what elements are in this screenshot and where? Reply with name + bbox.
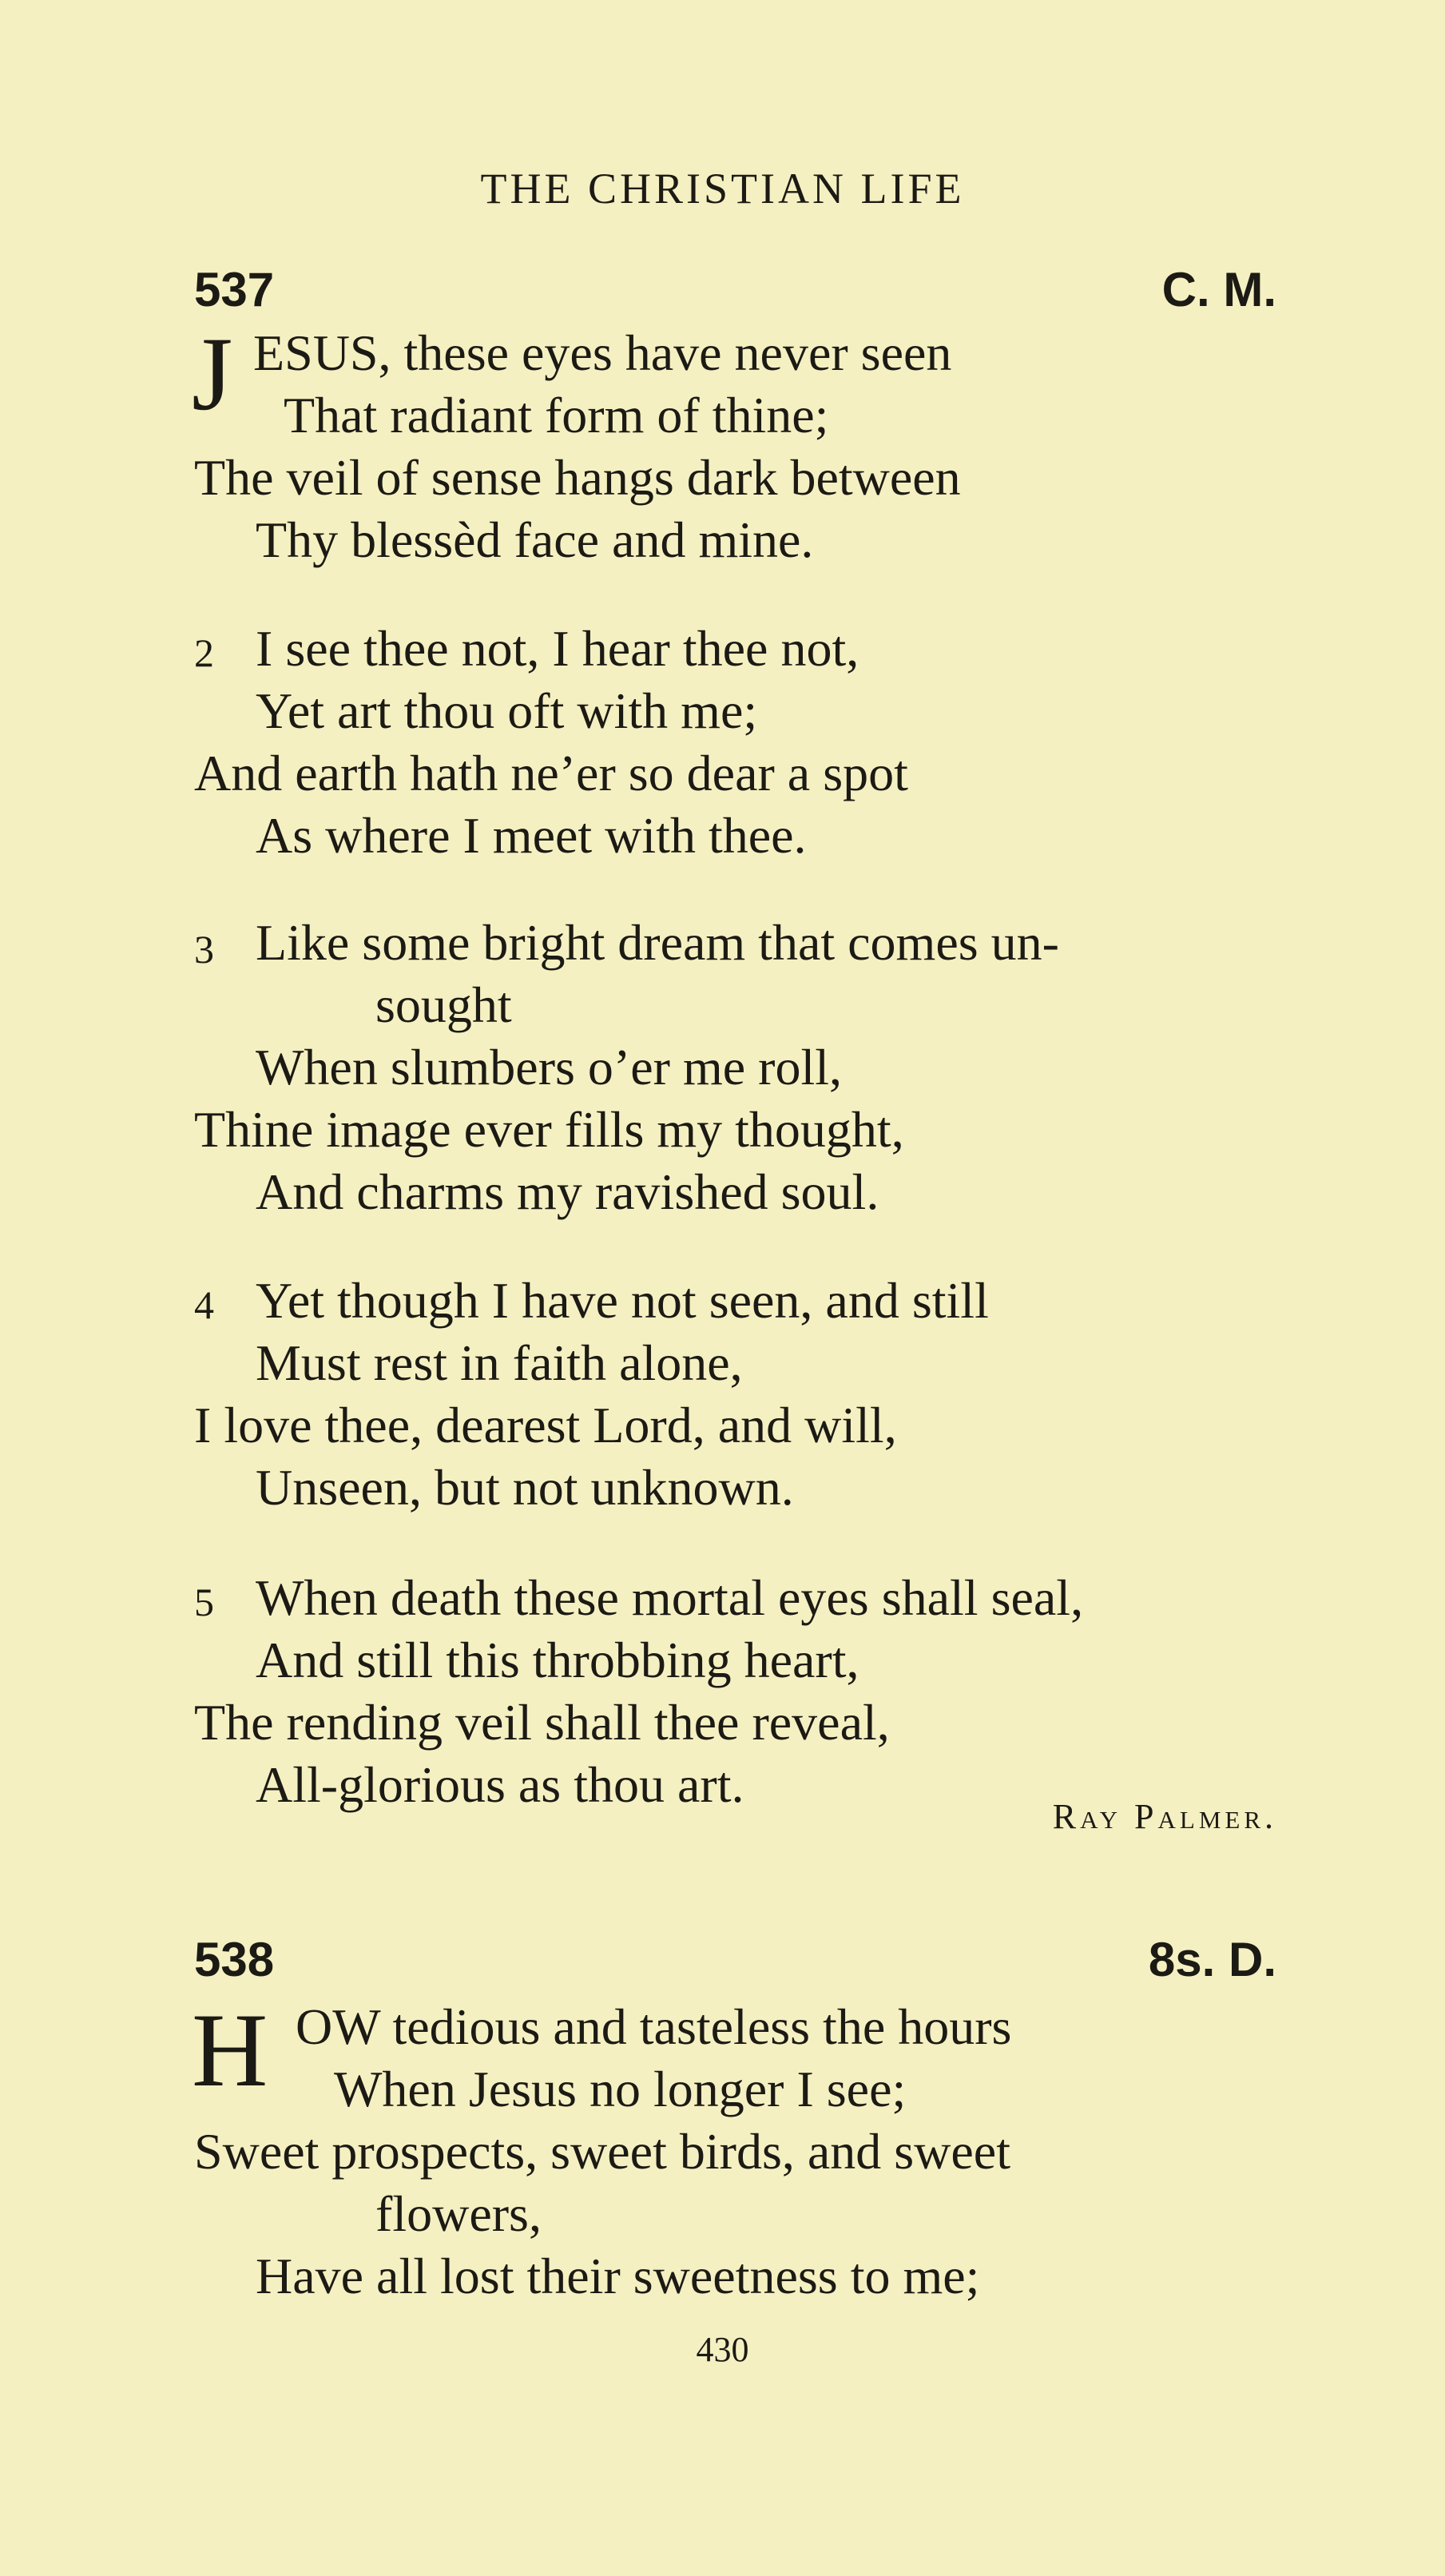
running-head: THE CHRISTIAN LIFE [480,165,965,213]
verse-line: Sweet prospects, sweet birds, and sweet [194,2123,1010,2180]
verse-line: When death these mortal eyes shall seal, [256,1569,1084,1626]
verse-line: The rending veil shall thee reveal, [194,1694,890,1751]
verse-line: I see thee not, I hear thee not, [256,620,859,677]
page-number: 430 [696,2330,749,2369]
verse-line: Have all lost their sweetness to me; [256,2248,980,2304]
verse-line: Yet art thou oft with me; [256,682,758,739]
hymn-meter: 8s. D. [1148,1933,1276,1986]
verse-line: That radiant form of thine; [284,387,829,443]
verse-line: sought [375,976,512,1033]
verse-number: 5 [194,1580,214,1624]
verse-number: 4 [194,1282,214,1327]
verse-line: flowers, [375,2185,542,2242]
verse-line: All-glorious as thou art. [256,1756,744,1813]
drop-cap: J [192,315,233,432]
hymn-number: 538 [194,1933,275,1986]
verse-line: And charms my ravished soul. [256,1163,879,1220]
drop-cap: H [192,1991,268,2109]
verse-line: Unseen, but not unknown. [256,1459,794,1516]
verse-line: When slumbers o’er me roll, [256,1039,842,1095]
verse-line: Yet though I have not seen, and still [256,1272,989,1329]
verse-line: Thine image ever fills my thought, [194,1101,904,1158]
verse-number: 2 [194,630,214,675]
hymn-author: Ray Palmer. [1052,1797,1277,1836]
verse-line: As where I meet with thee. [256,807,807,864]
verse-line: Like some bright dream that comes un- [256,914,1059,971]
verse-line: And still this throbbing heart, [256,1632,859,1688]
verse-line: ESUS, these eyes have never seen [253,324,952,381]
verse-number: 3 [194,927,214,972]
hymn-number: 537 [194,263,275,316]
verse-line: I love thee, dearest Lord, and will, [194,1397,897,1453]
verse-line: Thy blessèd face and mine. [256,511,814,568]
verse-line: OW tedious and tasteless the hours [296,1998,1012,2055]
verse-line: The veil of sense hangs dark between [194,449,961,506]
verse-line: When Jesus no longer I see; [334,2061,907,2117]
hymn-meter: C. M. [1161,263,1276,316]
verse-line: And earth hath ne’er so dear a spot [194,745,908,801]
verse-line: Must rest in faith alone, [256,1334,743,1391]
